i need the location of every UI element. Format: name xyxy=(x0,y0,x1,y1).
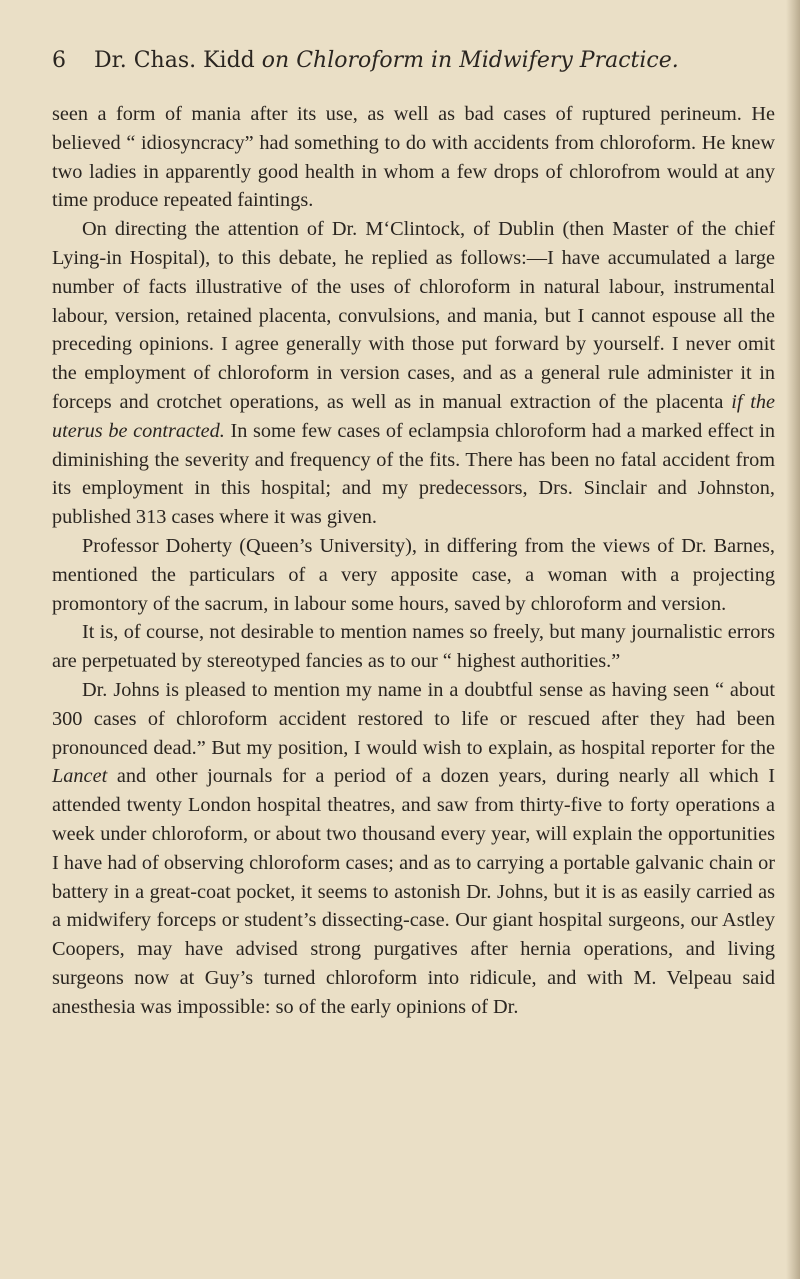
page-number: 6 xyxy=(52,48,66,73)
paragraph-4 xyxy=(52,618,775,676)
paragraph-5-text-a: Dr. Johns is pleased to mention my name in a doubtful sense as having seen “ about 300 cases of chloroform accident restored to life or rescued after they had been pronounced dead.” But my position, I would wish to explain, as hospital reporter for the xyxy=(52,678,775,759)
header-author: Dr. Chas. Kidd xyxy=(94,48,255,73)
paragraph-2 xyxy=(52,215,775,532)
paragraph-3 xyxy=(52,532,775,618)
paragraph-5 xyxy=(52,676,775,1022)
paragraph-2-italic: if the uterus be contracted. xyxy=(52,390,775,442)
paragraph-5-text-b: and other journals for a period of a dozen years, during nearly all which I attended twenty London hospital theatres, and saw from thirty-five to forty operations a week under chloroform, or about two thousand every year, will explain the opportunities I have had of observing chloroform cases; and as to carrying a portable galvanic chain or battery in a great-coat pocket, it seems to astonish Dr. Johns, but it is as easily carried as a midwifery forceps or student’s dissecting-case. Our giant hospital surgeons, our Astley Coopers, may have advised strong purgatives after hernia operations, and living surgeons now at Guy’s turned chloroform into ridicule, and with M. Velpeau said anesthesia was impossible: so of the early opinions of Dr. xyxy=(52,765,775,1018)
paragraph-3-text: Professor Doherty (Queen’s University), in differing from the views of Dr. Barnes, mentioned the particulars of a very apposite case, a woman with a projecting promontory of the sacrum, in labour some hours, saved by chloroform and version. xyxy=(52,534,775,615)
running-header xyxy=(52,48,772,73)
paragraph-4-text: It is, of course, not desirable to mention names so freely, but many journalistic errors are perpetuated by stereotyped fancies as to our “ highest authorities.” xyxy=(52,621,775,673)
header-title: Chloroform in Midwifery Practice. xyxy=(296,48,679,73)
paragraph-2-text-b: In some few cases of eclampsia chloroform had a marked effect in diminishing the severity and frequency of the fits. There has been no fatal accident from its employment in this hospital; and my predecessors, Drs. Sinclair and Johnston, published 313 cases where it was given. xyxy=(52,419,775,529)
body-text xyxy=(52,100,775,1022)
paragraph-1 xyxy=(52,100,775,215)
page-edge-shadow xyxy=(786,0,800,1279)
paragraph-2-text-a: On directing the attention of Dr. M‘Clintock, of Dublin (then Master of the chief Lying-in Hospital), to this debate, he replied as follows:—I have accumulated a large number of facts illustrative of the uses of chloroform in natural labour, instrumental labour, version, retained placenta, convulsions, and mania, but I cannot espouse all the preceding opinions. I agree generally with those put forward by yourself. I never omit the employment of chloroform in version cases, and as a general rule administer it in forceps and crotchet operations, as well as in manual extraction of the placenta xyxy=(52,218,775,413)
paragraph-5-italic: Lancet xyxy=(52,765,108,788)
paragraph-1-text: seen a form of mania after its use, as well as bad cases of ruptured perineum. He believed “ idiosyncracy” had something to do with accidents from chloroform. He knew two ladies in apparently good health in whom a few drops of chlorofrom would at any time produce repeated faintings. xyxy=(52,103,775,212)
header-on: on xyxy=(261,48,290,73)
